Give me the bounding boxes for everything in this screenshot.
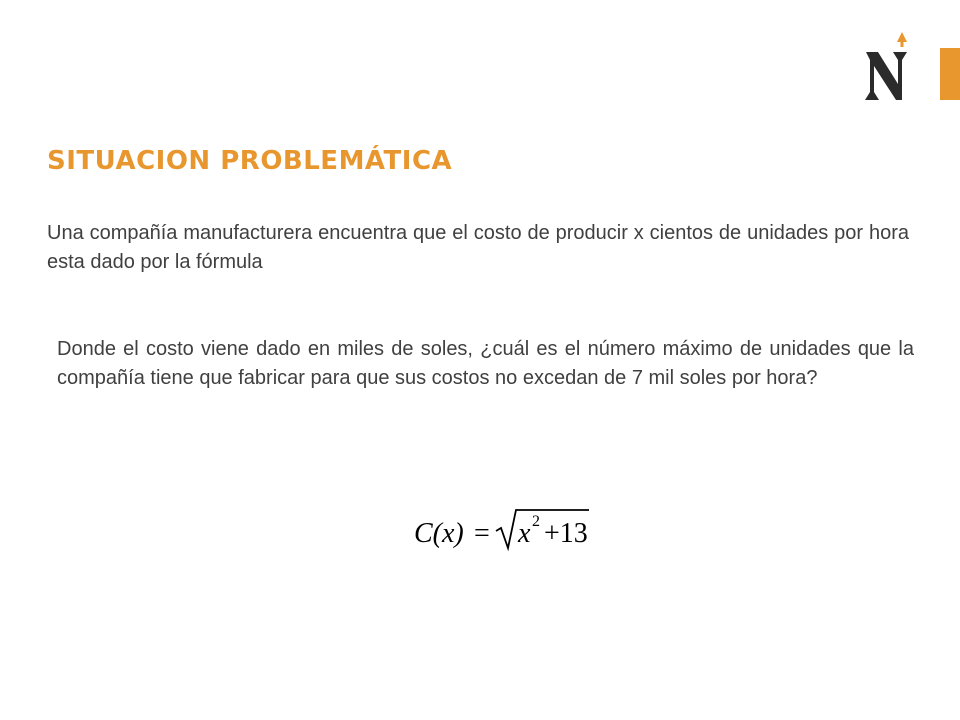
university-logo-icon — [862, 30, 914, 104]
accent-bar — [940, 48, 960, 100]
formula-radicand-base: x — [518, 518, 531, 549]
formula-equals: = — [474, 518, 490, 549]
cost-formula — [414, 504, 614, 554]
problem-statement: Una compañía manufacturera encuentra que el costo de producir x cientos de unidades por hora esta dado por la fórmula — [47, 222, 909, 273]
problem-question: Donde el costo viene dado en miles de soles, ¿cuál es el número máximo de unidades que la compañía tiene que fabricar para que sus costos no excedan de 7 mil soles por hora? — [57, 338, 914, 389]
formula-exponent: 2 — [532, 513, 540, 530]
slide-title: SITUACION PROBLEMÁTICA — [47, 146, 453, 176]
formula-radicand-rest: +13 — [544, 518, 588, 549]
formula-lhs: C(x) — [414, 518, 464, 549]
